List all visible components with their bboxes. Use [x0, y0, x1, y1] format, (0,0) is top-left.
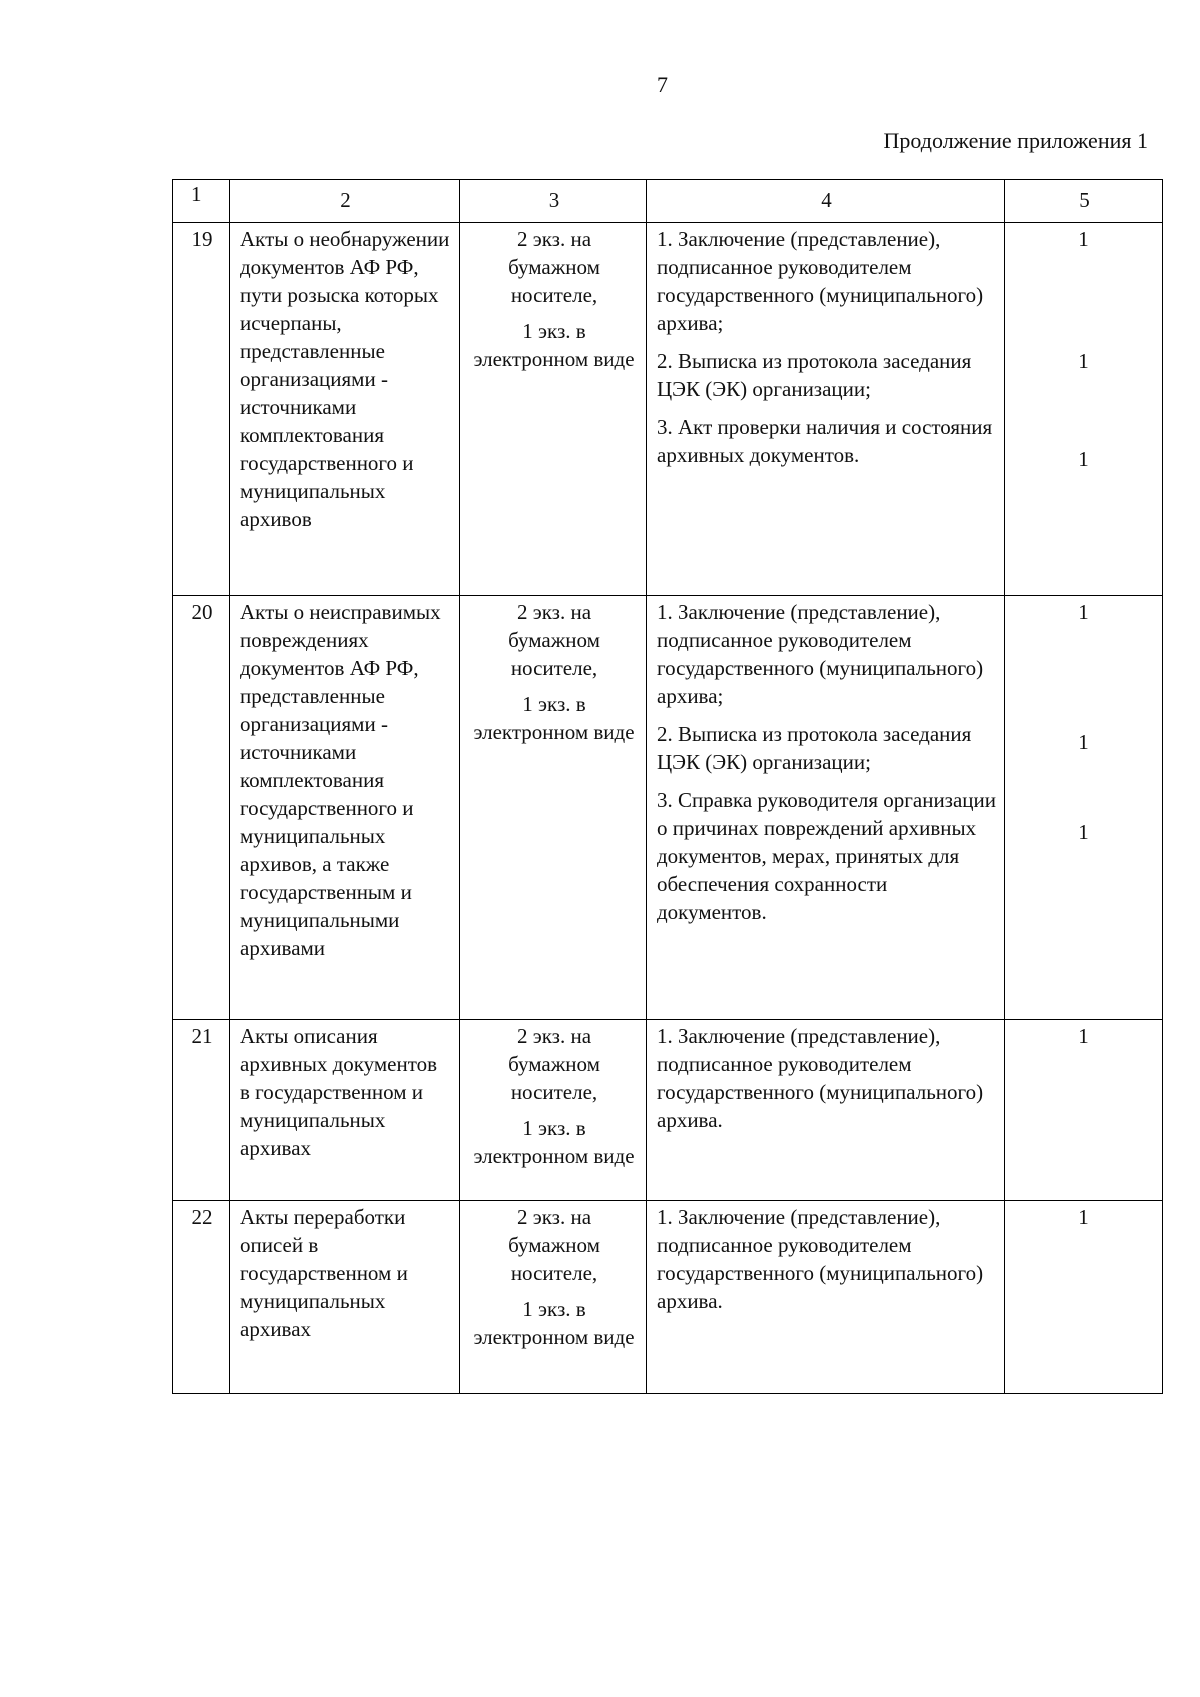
- documents-cell: [647, 1201, 1005, 1394]
- row-number: 19: [173, 223, 230, 596]
- copies-cell: [460, 1020, 647, 1201]
- document-item: 3. Справка руководителя организации о причинах повреждений архивных документов, мерах, принятых для обеспечения сохранности документов.: [657, 788, 997, 924]
- table-row: [173, 1020, 1163, 1201]
- copies-paper: 2 экз. на бумажном носителе,: [508, 600, 600, 680]
- continuation-label: Продолжение приложения 1: [883, 128, 1148, 153]
- act-name: Акты переработки описей в государственном и муниципальных архивах: [230, 1201, 460, 1394]
- row-number: 22: [173, 1201, 230, 1394]
- quantity-value: 1: [1078, 730, 1089, 754]
- appendix-table: [172, 179, 1163, 1394]
- row-number: 20: [173, 596, 230, 1020]
- copies-electronic: 1 экз. в электронном виде: [473, 319, 635, 371]
- documents-cell: [647, 1020, 1005, 1201]
- documents-cell: [647, 223, 1005, 596]
- act-name: Акты о неисправимых повреждениях документов АФ РФ, представленные организациями - источниками комплектования государственного и муниципальных архивов, а также государственным и муниципальными архивами: [230, 596, 460, 1020]
- quantity-value: 1: [1078, 1024, 1089, 1048]
- quantity-cell: [1005, 1020, 1163, 1201]
- document-item: 1. Заключение (представление), подписанное руководителем государственного (муниципального) архива;: [657, 600, 984, 708]
- document-item: 1. Заключение (представление), подписанное руководителем государственного (муниципального) архива.: [657, 1205, 984, 1313]
- header-col-2: 2: [230, 180, 460, 223]
- header-col-1: 1: [173, 180, 230, 223]
- document-item: 1. Заключение (представление), подписанное руководителем государственного (муниципального) архива;: [657, 227, 984, 335]
- quantity-value: 1: [1078, 600, 1089, 624]
- quantity-value: 1: [1078, 447, 1089, 471]
- copies-paper: 2 экз. на бумажном носителе,: [508, 1205, 600, 1285]
- document-item: 1. Заключение (представление), подписанное руководителем государственного (муниципального) архива.: [657, 1024, 984, 1132]
- document-item: 2. Выписка из протокола заседания ЦЭК (ЭК) организации;: [657, 722, 972, 774]
- copies-paper: 2 экз. на бумажном носителе,: [508, 1024, 600, 1104]
- copies-electronic: 1 экз. в электронном виде: [473, 1297, 635, 1349]
- document-item: 2. Выписка из протокола заседания ЦЭК (ЭК) организации;: [657, 349, 972, 401]
- header-col-5: 5: [1005, 180, 1163, 223]
- quantity-value: 1: [1078, 227, 1089, 251]
- table-header-row: [173, 180, 1163, 223]
- header-col-3: 3: [460, 180, 647, 223]
- copies-electronic: 1 экз. в электронном виде: [473, 1116, 635, 1168]
- act-name: Акты о необнаружении документов АФ РФ, пути розыска которых исчерпаны, представленные организациями - источниками комплектования государственного и муниципальных архивов: [230, 223, 460, 596]
- documents-cell: [647, 596, 1005, 1020]
- quantity-value: 1: [1078, 820, 1089, 844]
- quantity-cell: [1005, 223, 1163, 596]
- copies-paper: 2 экз. на бумажном носителе,: [508, 227, 600, 307]
- copies-cell: [460, 1201, 647, 1394]
- table-row: [173, 223, 1163, 596]
- quantity-cell: [1005, 596, 1163, 1020]
- quantity-cell: [1005, 1201, 1163, 1394]
- quantity-value: 1: [1078, 349, 1089, 373]
- quantity-value: 1: [1078, 1205, 1089, 1229]
- copies-cell: [460, 596, 647, 1020]
- copies-cell: [460, 223, 647, 596]
- table-row: [173, 1201, 1163, 1394]
- act-name: Акты описания архивных документов в государственном и муниципальных архивах: [230, 1020, 460, 1201]
- table-row: [173, 596, 1163, 1020]
- row-number: 21: [173, 1020, 230, 1201]
- document-item: 3. Акт проверки наличия и состояния архивных документов.: [657, 415, 993, 467]
- header-col-4: 4: [647, 180, 1005, 223]
- page-number: 7: [657, 72, 668, 97]
- copies-electronic: 1 экз. в электронном виде: [473, 692, 635, 744]
